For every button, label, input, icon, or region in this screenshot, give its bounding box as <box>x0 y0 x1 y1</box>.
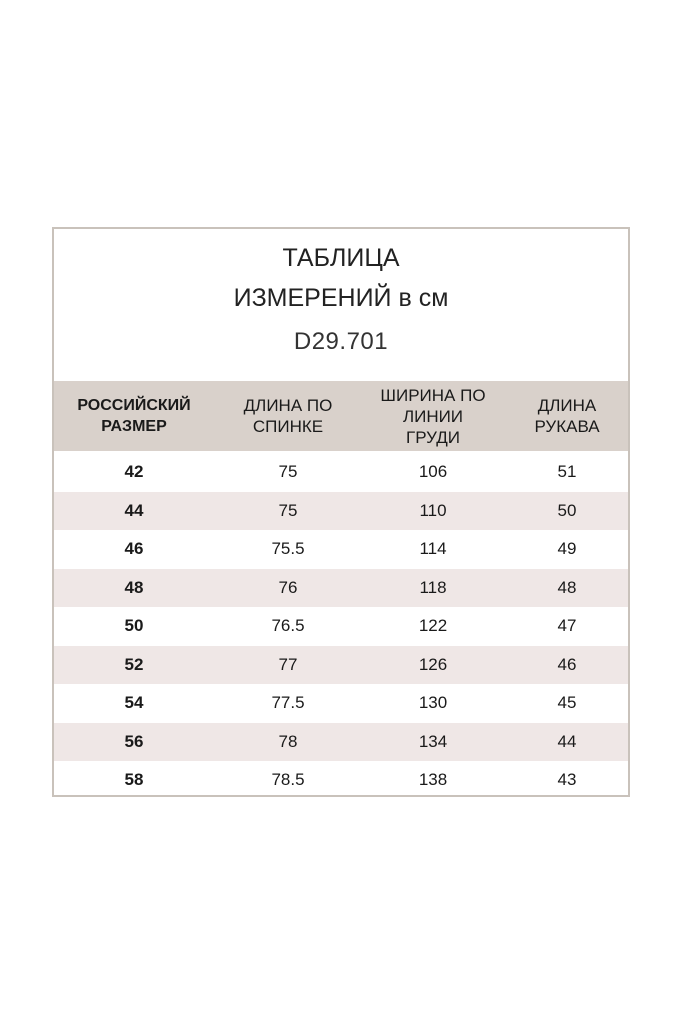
back-length-cell: 76 <box>278 577 298 597</box>
size-cell: 50 <box>124 616 144 636</box>
sleeve-length-cell: 43 <box>557 770 577 790</box>
chest-width-cell: 122 <box>418 616 448 636</box>
back-length-cell: 75 <box>278 462 298 482</box>
table-row <box>54 723 628 762</box>
sleeve-length-cell: 47 <box>557 616 577 636</box>
back-length-cell: 76.5 <box>271 616 305 636</box>
sleeve-length-cell: 48 <box>557 577 577 597</box>
size-cell: 54 <box>124 693 144 713</box>
sleeve-length-cell: 45 <box>557 693 577 713</box>
table-row <box>54 607 628 646</box>
size-cell: 52 <box>124 654 144 674</box>
table-row <box>54 453 628 492</box>
back-length-cell: 75.5 <box>271 539 305 559</box>
size-cell: 42 <box>124 462 144 482</box>
chart-title-line2: ИЗМЕРЕНИЙ в см <box>233 284 449 312</box>
chest-width-cell: 106 <box>418 462 448 482</box>
table-row <box>54 569 628 608</box>
size-chart-card <box>52 227 630 797</box>
header-chest-width: ШИРИНА ПО ЛИНИИ ГРУДИ <box>380 385 486 447</box>
table-header <box>54 381 628 451</box>
back-length-cell: 77 <box>278 654 298 674</box>
table-row <box>54 646 628 685</box>
table-row <box>54 761 628 800</box>
sleeve-length-cell: 50 <box>557 500 577 520</box>
header-back-length: ДЛИНА ПО СПИНКЕ <box>243 396 333 436</box>
back-length-cell: 78 <box>278 731 298 751</box>
size-cell: 46 <box>124 539 144 559</box>
table-row <box>54 492 628 531</box>
product-code: D29.701 <box>293 328 389 355</box>
chest-width-cell: 138 <box>418 770 448 790</box>
header-russian-size: РОССИЙСКИЙ РАЗМЕР <box>77 397 191 435</box>
table-row <box>54 530 628 569</box>
sleeve-length-cell: 46 <box>557 654 577 674</box>
back-length-cell: 78.5 <box>271 770 305 790</box>
size-cell: 48 <box>124 577 144 597</box>
chest-width-cell: 114 <box>419 539 447 559</box>
header-sleeve-length: ДЛИНА РУКАВА <box>534 396 600 436</box>
back-length-cell: 75 <box>278 500 298 520</box>
sleeve-length-cell: 44 <box>557 731 577 751</box>
chest-width-cell: 110 <box>419 500 447 520</box>
sleeve-length-cell: 51 <box>557 462 577 482</box>
chest-width-cell: 118 <box>419 577 447 597</box>
size-cell: 58 <box>124 770 144 790</box>
table-row <box>54 684 628 723</box>
chest-width-cell: 126 <box>418 654 448 674</box>
sleeve-length-cell: 49 <box>557 539 577 559</box>
size-cell: 44 <box>124 500 144 520</box>
back-length-cell: 77.5 <box>271 693 305 713</box>
chest-width-cell: 130 <box>418 693 448 713</box>
chest-width-cell: 134 <box>418 731 448 751</box>
chart-title-line1: ТАБЛИЦА <box>282 244 400 272</box>
size-cell: 56 <box>124 731 144 751</box>
